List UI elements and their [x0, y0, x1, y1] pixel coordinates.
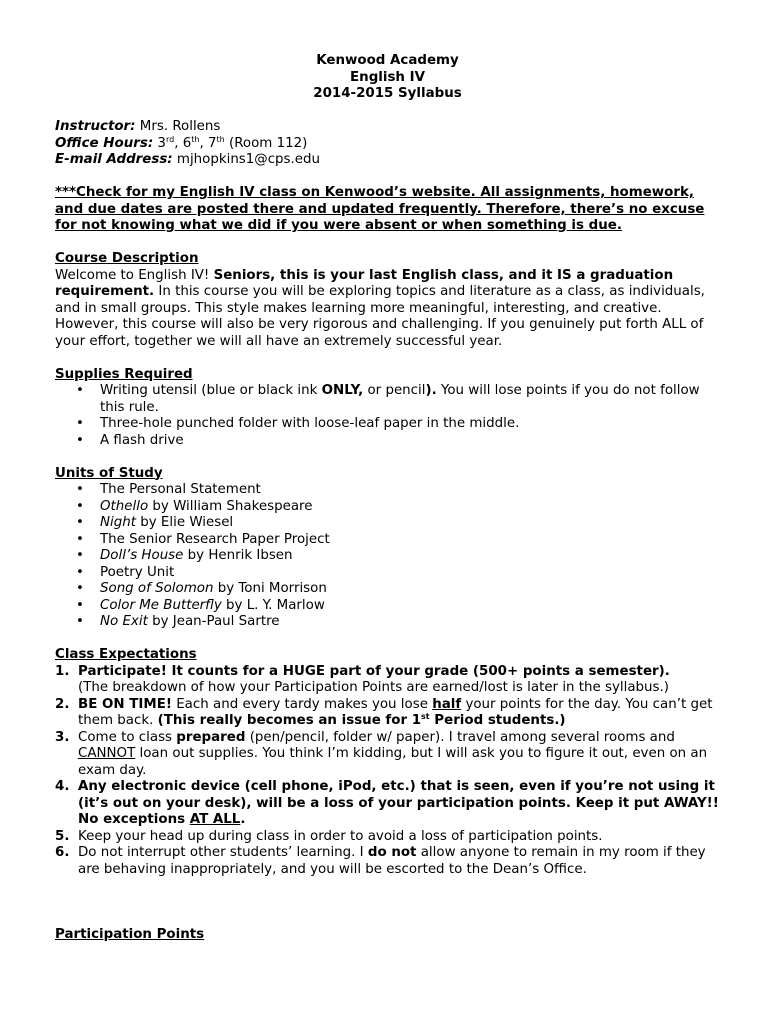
list-item: [55, 696, 720, 730]
superscript: st: [421, 712, 430, 721]
work-title: Song of Solomon: [100, 581, 214, 596]
office-hours-label: Office Hours:: [55, 135, 154, 151]
list-item: • Three-hole punched folder with loose-leaf paper in the middle.: [100, 416, 720, 433]
item-text: You will lose points if you do not follow this rule.: [100, 383, 700, 415]
work-title: Night: [100, 515, 136, 530]
office-hours-room: (Room 112): [224, 135, 308, 151]
item-bold-text: ).: [425, 383, 437, 398]
superscript: th: [191, 134, 200, 144]
item-number: 5.: [55, 828, 70, 844]
item-emphasis: prepared: [176, 729, 246, 745]
document-title: 2014-2015 Syllabus: [313, 86, 462, 101]
section-heading: Course Description: [55, 251, 199, 266]
list-item: [55, 729, 720, 780]
school-name: Kenwood Academy: [316, 53, 459, 68]
superscript: th: [216, 134, 225, 144]
office-hours-period: 3: [153, 135, 166, 151]
item-text: Come to class: [78, 729, 177, 745]
list-item: [100, 598, 720, 615]
item-text: (The breakdown of how your Participation Points are earned/lost is later in the syllabus.): [78, 680, 670, 695]
list-item: • Poetry Unit: [100, 565, 720, 582]
item-text: or pencil: [363, 383, 426, 398]
item-number: 2.: [55, 696, 70, 712]
work-title: Color Me Butterfly: [100, 597, 222, 613]
item-text: Do not interrupt other students’ learning. I: [78, 845, 368, 860]
email-line: [55, 152, 720, 169]
instructor-info: [55, 119, 720, 169]
item-number: 6.: [55, 845, 70, 860]
units-list: [55, 482, 720, 631]
item-text: (pen/pencil, folder w/ paper). I travel among several rooms and: [245, 729, 675, 745]
item-bold-text: ONLY,: [321, 383, 364, 398]
supplies-list: [55, 383, 720, 449]
body-text: In this course you will be exploring topics and literature as a class, as individuals, and in small groups. This style makes learning more meaningful, interesting, and creative. However, this course will also be very rigorous and challenging. If you genuinely put forth ALL of your effort, together we will all have an extremely successful year.: [55, 284, 705, 349]
work-author: by Toni Morrison: [213, 581, 327, 596]
expectations-section: [55, 647, 720, 878]
participation-heading: Participation Points: [55, 927, 205, 942]
superscript: rd: [165, 134, 175, 144]
expectations-list: [55, 664, 720, 879]
list-item: [100, 548, 720, 565]
work-title: Doll’s House: [100, 548, 184, 563]
item-text: your points for the day. You can’t get them back.: [78, 696, 713, 728]
website-notice: ***Check for my English IV class on Kenwood’s website. All assignments, homework, and due dates are posted there and updated frequently. Therefore, there’s no excuse for not knowing what we did if you were absent or when something is due.: [55, 185, 705, 233]
list-item: [100, 614, 720, 631]
office-hours-period: , 7: [199, 135, 217, 151]
units-section: [55, 466, 720, 631]
body-bold-text: Seniors, this is your last English class, and it IS a graduation requirement.: [55, 267, 674, 299]
office-hours-period: , 6: [174, 135, 192, 151]
item-emphasis: CANNOT: [78, 746, 136, 761]
work-author: by Elie Wiesel: [135, 515, 234, 530]
work-title: Othello: [100, 498, 149, 514]
item-text: Each and every tardy makes you lose: [171, 696, 433, 712]
list-item: • The Senior Research Paper Project: [100, 532, 720, 549]
item-bold-text: Participate! It counts for a HUGE part of your grade (500+ points a semester).: [78, 663, 670, 679]
item-bold-text: .: [240, 812, 246, 827]
item-bold-text: Any electronic device (cell phone, iPod, etc.) that is seen, even if you’re not using it (it’s out on your desk), will be a loss of your participation points. Keep it put AWAY!! No exceptions: [78, 779, 719, 827]
spacer: [55, 878, 720, 927]
course-name: English IV: [350, 69, 425, 85]
course-description-body: [55, 268, 720, 351]
section-heading: Supplies Required: [55, 366, 193, 382]
list-item: [100, 581, 720, 598]
work-author: by Jean-Paul Sartre: [147, 614, 280, 629]
list-item: [100, 499, 720, 516]
office-hours-line: [55, 136, 720, 153]
supplies-section: [55, 367, 720, 450]
work-author: by William Shakespeare: [148, 498, 313, 514]
section-heading: Class Expectations: [55, 647, 197, 662]
item-number: 3.: [55, 729, 70, 745]
item-text: allow anyone to remain in my room if they are behaving inappropriately, and you will be escorted to the Dean’s Office.: [78, 845, 706, 877]
item-emphasis: AT ALL: [189, 812, 241, 827]
item-bold-text: Period students.): [429, 713, 566, 728]
work-author: by L. Y. Marlow: [221, 597, 325, 613]
list-item: [55, 779, 720, 829]
instructor-label: Instructor:: [55, 119, 136, 134]
item-emphasis: do not: [367, 845, 417, 860]
email-value: mjhopkins1@cps.edu: [172, 152, 321, 167]
list-item: [100, 515, 720, 532]
course-description-section: [55, 251, 720, 350]
list-item: • The Personal Statement: [100, 482, 720, 499]
list-item: [55, 845, 720, 878]
email-label: E-mail Address:: [55, 152, 173, 167]
item-emphasis: half: [432, 696, 462, 712]
instructor-line: [55, 119, 720, 136]
list-item: [55, 828, 720, 846]
list-item: [55, 663, 720, 697]
section-heading: Units of Study: [55, 465, 163, 481]
item-text: Keep your head up during class in order to avoid a loss of participation points.: [78, 828, 603, 844]
item-number: 4.: [55, 779, 70, 794]
work-title: No Exit: [100, 614, 148, 629]
body-text: Welcome to English IV!: [55, 267, 214, 283]
document-header: [55, 53, 720, 103]
item-text: Writing utensil (blue or black ink: [100, 383, 322, 398]
list-item: [100, 383, 720, 416]
item-bold-text: BE ON TIME!: [78, 696, 172, 712]
instructor-value: Mrs. Rollens: [135, 119, 221, 134]
work-author: by Henrik Ibsen: [183, 548, 293, 563]
item-text: loan out supplies. You think I’m kidding, but I will ask you to figure it out, even on an exam day.: [78, 746, 708, 778]
syllabus-page: [55, 53, 720, 944]
item-number: 1.: [55, 663, 70, 679]
item-bold-text: (This really becomes an issue for 1: [157, 713, 422, 728]
list-item: • A flash drive: [100, 433, 720, 450]
